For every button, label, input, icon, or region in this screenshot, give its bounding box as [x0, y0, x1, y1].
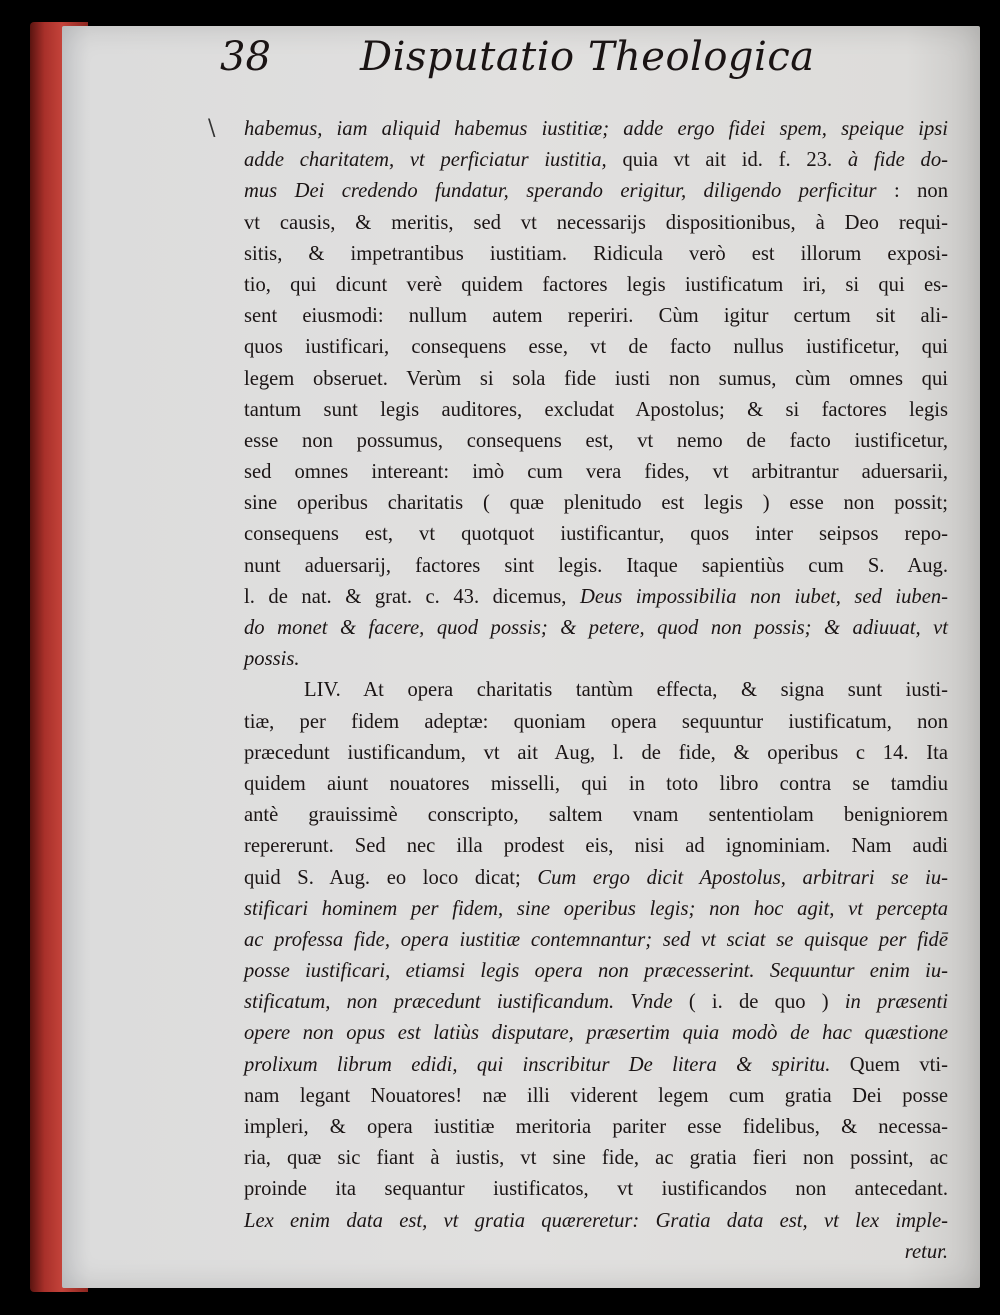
italic-text: habemus, iam aliquid habemus iustitiæ; adde ergo fidei spem, speique ipsi — [244, 118, 948, 140]
roman-text: quia vt ait id. f. 23. — [606, 149, 848, 172]
roman-text: sent eiusmodi: nullum autem reperiri. Cùm igitur certum sit ali- — [244, 305, 948, 328]
text-line — [244, 1081, 948, 1112]
italic-text: possis. — [244, 648, 300, 671]
body-text — [244, 114, 948, 1268]
running-title: Disputatio Theologica — [360, 34, 815, 80]
italic-text: posse iustificari, etiamsi legis opera non præcesserint. Sequuntur enim iu- — [244, 960, 948, 983]
text-line — [244, 239, 948, 270]
text-line — [244, 1237, 948, 1268]
text-line — [244, 145, 948, 176]
roman-text: antè grauissimè conscripto, saltem vnam sententiolam benigniorem — [244, 804, 948, 827]
roman-text: impleri, & opera iustitiæ meritoria pariter esse fidelibus, & necessa- — [244, 1116, 948, 1138]
italic-text: in præsenti — [844, 991, 948, 1014]
roman-text: consequens est, vt quotquot iustificantur, quos inter seipsos repo- — [244, 523, 948, 546]
text-line — [244, 301, 948, 332]
text-line — [244, 1112, 948, 1143]
margin-mark: \ — [208, 116, 216, 141]
text-line — [244, 426, 948, 457]
text-line — [244, 613, 948, 644]
text-line — [244, 1018, 948, 1049]
text-line — [244, 1206, 948, 1237]
italic-text: opere non opus est latiùs disputare, præsertim quia modò de hac quæstione — [244, 1022, 948, 1045]
text-line — [244, 863, 948, 894]
italic-text: ac professa fide, opera iustitiæ contemnantur; sed vt sciat se quisque per fidē — [244, 928, 948, 951]
italic-text: prolixum librum edidi, qui inscribitur De litera & spiritu. — [244, 1053, 831, 1076]
italic-text: Cum ergo dicit Apostolus, arbitrari se iu- — [537, 866, 948, 889]
text-line — [244, 925, 948, 956]
text-line — [244, 769, 948, 800]
text-line — [244, 800, 948, 831]
text-line — [244, 1174, 948, 1205]
text-line — [244, 395, 948, 426]
roman-text: tantum sunt legis auditores, excludat Apostolus; & si factores legis — [244, 398, 948, 421]
text-line — [244, 1143, 948, 1174]
text-line — [244, 707, 948, 738]
italic-text: stificatum, non præcedunt iustificandum. Vnde — [244, 991, 673, 1014]
text-line — [244, 1050, 948, 1081]
roman-text: quid S. Aug. eo loco dicat; — [244, 866, 538, 889]
text-line — [244, 738, 948, 769]
text-line — [244, 208, 948, 239]
roman-text: l. de nat. & grat. c. 43. dicemus, — [244, 585, 580, 608]
roman-text: præcedunt iustificandum, vt ait Aug, l. de fide, & operibus c 14. Ita — [244, 741, 948, 764]
text-line — [244, 956, 948, 987]
text-line — [244, 987, 948, 1018]
text-line — [244, 519, 948, 550]
roman-text: proinde ita sequantur iustificatos, vt iustificandos non antecedant. — [244, 1178, 948, 1201]
roman-text: sed omnes intereant: imò cum vera fides, vt arbitrantur aduersarii, — [244, 461, 948, 484]
roman-text: legem obseruet. Verùm si sola fide iusti non sumus, cùm omnes qui — [244, 367, 948, 390]
roman-text: esse non possumus, consequens est, vt nemo de facto iustificetur, — [244, 429, 948, 452]
roman-text: repererunt. Sed nec illa prodest eis, nisi ad ignominiam. Nam audi — [244, 835, 948, 858]
italic-text: Lex enim data est, vt gratia quæreretur: Gratia data est, vt lex imple- — [244, 1209, 948, 1232]
roman-text: sine operibus charitatis ( quæ plenitudo est legis ) esse non possit; — [244, 492, 948, 515]
text-line — [244, 176, 948, 207]
text-line — [244, 270, 948, 301]
text-line — [244, 332, 948, 363]
roman-text: : non — [876, 180, 948, 203]
text-line — [244, 644, 948, 675]
roman-text: sitis, & impetrantibus iustitiam. Ridicula verò est illorum exposi- — [244, 242, 948, 265]
roman-text: tiæ, per fidem adeptæ: quoniam opera sequuntur iustificatum, non — [244, 710, 948, 733]
text-line — [244, 831, 948, 862]
text-line — [244, 488, 948, 519]
page-number: 38 — [220, 34, 271, 80]
roman-text: Quem vti- — [830, 1053, 948, 1076]
text-line — [244, 457, 948, 488]
roman-text: nam legant Nouatores! næ illi viderent legem cum gratia Dei posse — [244, 1084, 948, 1107]
roman-text: quidem aiunt nouatores misselli, qui in toto libro contra se tamdiu — [244, 772, 948, 795]
italic-text: Deus impossibilia non iubet, sed iuben- — [579, 585, 948, 608]
roman-text: vt causis, & meritis, sed vt necessarijs dispositionibus, à Deo requi- — [244, 211, 948, 234]
roman-text: quos iustificari, consequens esse, vt de facto nullus iustificetur, qui — [244, 336, 948, 359]
italic-text: do monet & facere, quod possis; & petere, quod non possis; & adiuuat, vt — [244, 617, 948, 639]
roman-text: tio, qui dicunt verè quidem factores legis iustificatum iri, si qui es- — [244, 273, 948, 296]
italic-text: mus Dei credendo fundatur, sperando erigitur, diligendo perficitur — [244, 180, 877, 203]
italic-text: retur. — [904, 1240, 948, 1263]
roman-text: ria, quæ sic fiant à iustis, vt sine fide, ac gratia fieri non possint, ac — [244, 1147, 948, 1170]
italic-text: stificari hominem per fidem, sine operibus legis; non hoc agit, vt percepta — [244, 897, 948, 920]
roman-text: ( i. de quo ) — [672, 991, 845, 1014]
italic-text: à fide do- — [847, 149, 949, 172]
text-line — [244, 675, 948, 706]
text-line — [244, 894, 948, 925]
page-header — [220, 34, 815, 104]
text-line — [244, 551, 948, 582]
text-line — [244, 582, 948, 613]
italic-text: adde charitatem, vt perficiatur iustitia, — [244, 149, 607, 172]
roman-text: nunt aduersarij, factores sint legis. Itaque sapientiùs cum S. Aug. — [244, 554, 948, 577]
text-line — [244, 114, 948, 145]
roman-text: LIV. At opera charitatis tantùm effecta, & signa sunt iusti- — [304, 679, 948, 702]
text-line — [244, 364, 948, 395]
